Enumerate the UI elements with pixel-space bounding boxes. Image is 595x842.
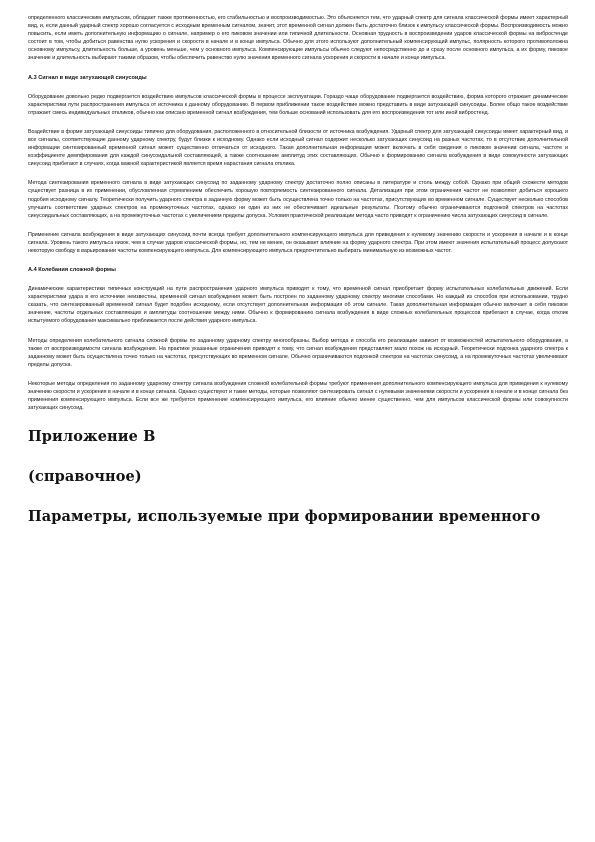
paragraph-a4-3: Некоторые методы определения по заданному ударному спектру сигнала возбуждения сложной колебательной формы требуют применения дополнительного компенсирующего импульса для приведения к нулевому значению скорости и ускорения в начале и в конце сигнала. Однако существуют и такие методы, которые позволяют синтезировать сигнал с нулевыми значениями скорости и ускорения в начале и в конце сигнала без применения компенсирующего импульса. Если все же требуется применение компенсирующего импульса, его влияние обычно менее существенно, чем для импульсов классической формы или совокупности затухающих синусоид.: [28, 380, 568, 412]
section-a4-heading: А.4 Колебания сложной формы: [28, 267, 116, 274]
appendix-header: [28, 428, 568, 526]
paragraph-a4-2: Методы определения колебательного сигнала сложной формы по заданному ударному спектру многообразны. Выбор метода и способа его реализации зависит от возможностей испытательного оборудования, а также от воспроизводимости сигнала возбуждения. На практике указанные ограничения приводят к тому, что сигнал возбуждения представляет мало похож на исходный. Теоретически подгонка ударного спектра к заданному может быть осуществлена точно только на частотах, присутствующих во временном сигнале. Обычно ограничиваются подгонкой спектров на частотах синусоид, а на промежуточных частотах увеличивают пределы допуска.: [28, 337, 568, 368]
paragraph-a4-1: Динамические характеристики типичных конструкций на пути распространения ударного импульса приводят к тому, что временной сигнал приобретает форму испытательных колебательных движений. Если характеристики удара в его источнике неизвестны, временной сигнал возбуждения может быть построен по заданному ударному спектру многими способами. Но каждый из способов при использовании, трудно сказать, что синтезированный временной сигнал будет подобен исходному, если отсутствует дополнительная информация об этом сигнале. Такая дополнительная информация обычно включает в себя пиковое значение, частоты отдельных составляющих и амплитуды соотношение между ними. Обычно к формированию сигнала возбуждения в виде сложных колебательных процессов прибегают в случае, когда отклик испытуемого оборудования максимально приближается после действия ударного импульса.: [28, 286, 568, 325]
paragraph-a3-1: Оборудование довольно редко подвергается воздействию импульсов классической формы в процессе эксплуатации. Гораздо чаще оборудование подвергается воздействию, форма которого отражает динамические характеристики пути распространения импульса от источника к данному оборудованию. В первом приближении такое воздействие можно представить в виде затухающей синусоиды. Более общо такое воздействие отражает смесь индивидуальных откликов, обычно как описано временной сигнал возбуждения, тем больше оснований использовать для его воспроизведения тот или иной вибростенд.: [28, 93, 568, 116]
appendix-title: Приложение В: [28, 428, 156, 446]
paragraph-intro-continuation: определенного классическим импульсом, обладает также протяженностью, его стабильностью и воспроизводимостью. Это объясняется тем, что ударный спектр для сигнала классической формы имеет характерный вид, и, если данный ударный спектр хорошо согласуется с исходным временным сигналом, значит, этот временной сигнал должен быть достаточно близок к импульсу классической формы. Воспроизводимость можно повысить, если иметь дополнительную информацию о сигнале, например о его пиковом значении или типичной длительности. Основная трудность в воспроизведении ударов классической формы на вибростенде состоит в том, чтобы добиться равенства нулю ускорения и скорости в начале и в конце импульса. Обычно для этого используют дополнительный компенсирующий импульс, полярность которого противоположна основному импульсу, длительность больше, а уровень меньше, чем у основного импульса. Компенсирующие импульсы обычно следуют непосредственно до и сразу после основного импульса, а их форму, пиковое значение и длительность выбирают такими образом, чтобы обеспечить равенство нулю значения временного сигнала ускорения и скорости в начале и конце импульса.: [28, 15, 568, 62]
appendix-heading: Параметры, используемые при формировании временного: [28, 508, 541, 526]
appendix-status: (справочное): [28, 468, 142, 486]
paragraph-a3-4: Применение сигнала возбуждения в виде затухающих синусоид почти всегда требует дополнительного компенсирующего импульса для приведения к нулевому значению скорости и ускорения в начале и в конце сигнала. Уровень такого импульса низок, чем в случае ударов классической формы, но, тем не менее, он оказывает влияние на форму ударного спектра. При этом имеют значения испытательный процесс допускают некоторую свободу в варьировании частоты компенсирующего импульса. Для компенсирующего импульса предпочтительно выбирать минимальную из возможных частот.: [28, 231, 568, 254]
section-a3-heading: А.3 Сигнал в виде затухающей синусоиды: [28, 74, 147, 81]
paragraph-a3-2: Воздействие в форме затухающей синусоиды типично для оборудования, расположенного в относительной близости от источника возбуждения. Ударный спектр для затухающей синусоиды имеет характерный вид, и все сигналы, соответствующие данному ударному спектру, будут близки к исходному. Однако если исходный сигнал содержит несколько затухающих синусоид на разных частотах, то в отсутствие дополнительной информации синтезированный временной сигнал может существенно отличаться от исходного. Такая дополнительная информация может включать в себя сведения о пиковом значении сигнала, частоте и коэффициенте демпфирования для каждой синусоидальной составляющей, а также соотношение амплитуд этих составляющих. Обычно к формированию сигнала возбуждения в виде совокупности затухающих синусоид прибегают в случаях, когда важной характеристикой является время нарастания сигнала отклика.: [28, 128, 568, 168]
paragraph-a3-3: Метода синтезирования временного сигнала в виде затухающих синусоид по заданному ударному спектру достаточно полно описаны в литературе и столь между собой. Однако при общей схожести методов существует разница в их применении, обусловленная стремлением обеспечить хорошую повторяемость синтезированного сигнала. Детализация при этом ограничения частот не позволяют добиться хорошего подобия исходному сигналу. Теоретически получить ударного спектра в заданную форму может быть осуществлена точно только на частотах, присутствующих во временном сигнале. Существует несколько способов улучшить соответствие ударных спектров на промежуточных частотах, однако ни один из них не обеспечивает идеальные результаты. Поэтому обычно ограничиваются подгонкой спектров на частотах синусоидальных составляющих, а на промежуточных частотах с увеличением пределы допуска. Условия практической реализации метода часто приводят к ограничению числа затухающих синусоид в сигнале.: [28, 180, 568, 219]
